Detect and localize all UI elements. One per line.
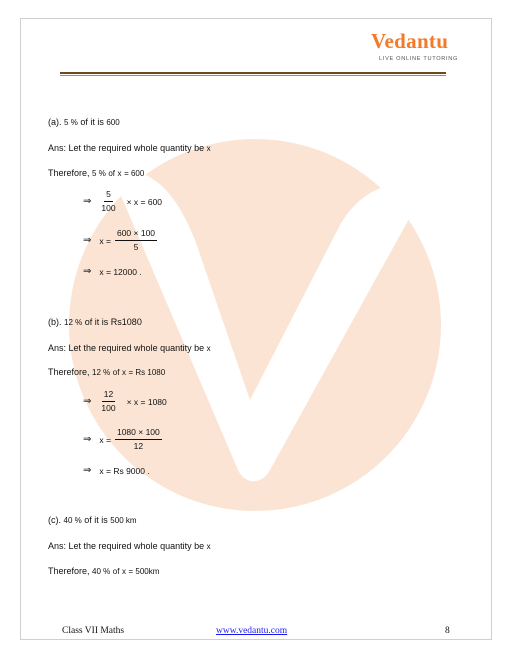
fraction xyxy=(115,427,162,452)
part-b-question xyxy=(48,317,142,327)
footer-class-label: Class VII Maths xyxy=(62,626,125,636)
part-c-answer xyxy=(48,541,211,551)
equation-lhs: x = xyxy=(99,434,111,445)
question-text: of it is xyxy=(84,317,109,327)
denominator: 100 xyxy=(101,403,116,413)
part-label: (b). xyxy=(48,317,62,327)
result: x = 12000 . xyxy=(99,266,142,277)
implies-symbol: ⇒ xyxy=(83,434,92,445)
variable: x xyxy=(206,542,211,551)
given-value: Rs1080 xyxy=(110,317,142,327)
question-text: of it is xyxy=(80,117,104,127)
part-a-therefore xyxy=(48,168,144,178)
numerator: 12 xyxy=(102,389,115,402)
part-b-step-1 xyxy=(83,389,167,414)
implies-symbol: ⇒ xyxy=(83,465,92,476)
part-a-question xyxy=(48,117,120,127)
equation-rest: × x = 600 xyxy=(126,196,163,207)
part-b-step-2 xyxy=(83,427,167,452)
part-c-therefore xyxy=(48,566,159,576)
percent-value: 5 % xyxy=(92,169,106,178)
implies-symbol: ⇒ xyxy=(83,196,92,207)
part-label: (a). xyxy=(48,117,62,127)
variable: x xyxy=(121,567,126,576)
therefore-text: Therefore, xyxy=(48,566,90,576)
equation-lhs: x = xyxy=(99,235,111,246)
percent-value: 40 % xyxy=(63,516,82,525)
fraction xyxy=(99,389,117,414)
equation-rest: × x = 1080 xyxy=(126,396,167,407)
numerator: 600 × 100 xyxy=(115,228,157,241)
given-value: 600 xyxy=(106,118,120,127)
of-word: of xyxy=(112,368,120,377)
logo-wordmark: Vedantu xyxy=(371,29,449,53)
denominator: 5 xyxy=(133,242,139,252)
implies-symbol: ⇒ xyxy=(83,396,92,407)
answer-text: Ans: Let the required whole quantity be xyxy=(48,541,205,551)
fraction xyxy=(115,228,157,253)
page-number: 8 xyxy=(445,626,450,636)
denominator: 100 xyxy=(101,203,116,213)
percent-value: 12 % xyxy=(64,318,83,327)
part-b-therefore xyxy=(48,367,165,377)
logo-tagline: LIVE ONLINE TUTORING xyxy=(379,56,459,62)
question-text: of it is xyxy=(84,515,108,525)
variable: x xyxy=(206,144,211,153)
implies-symbol: ⇒ xyxy=(83,266,92,277)
equals-value: = 500km xyxy=(128,567,160,576)
numerator: 1080 × 100 xyxy=(115,427,162,440)
of-word: of xyxy=(108,169,116,178)
of-word: of xyxy=(112,567,120,576)
header-rule-thin xyxy=(60,75,446,76)
numerator: 5 xyxy=(104,189,113,202)
part-a-step-2 xyxy=(83,228,162,253)
percent-value: 12 % xyxy=(92,368,111,377)
therefore-text: Therefore, xyxy=(48,168,90,178)
part-b-answer xyxy=(48,343,211,353)
denominator: 12 xyxy=(133,441,144,451)
part-a-step-1 xyxy=(83,189,162,214)
therefore-text: Therefore, xyxy=(48,367,90,377)
variable: x xyxy=(117,169,122,178)
vedantu-logo xyxy=(371,29,459,69)
answer-text: Ans: Let the required whole quantity be xyxy=(48,143,205,153)
variable: x xyxy=(121,368,126,377)
part-a-answer xyxy=(48,143,211,153)
header-rule xyxy=(60,72,446,74)
result: x = Rs 9000 . xyxy=(99,465,150,476)
equals-value: = Rs 1080 xyxy=(128,368,166,377)
part-label: (c). xyxy=(48,515,61,525)
given-value: 500 km xyxy=(110,516,137,525)
answer-text: Ans: Let the required whole quantity be xyxy=(48,343,205,353)
fraction xyxy=(99,189,117,214)
implies-symbol: ⇒ xyxy=(83,235,92,246)
part-a-step-3 xyxy=(83,266,142,277)
part-c-question xyxy=(48,515,137,525)
footer-website-link[interactable]: www.vedantu.com xyxy=(216,626,288,636)
percent-value: 5 % xyxy=(64,118,78,127)
percent-value: 40 % xyxy=(92,567,111,576)
equals-value: = 600 xyxy=(124,169,145,178)
variable: x xyxy=(206,344,211,353)
part-b-step-3 xyxy=(83,465,150,476)
